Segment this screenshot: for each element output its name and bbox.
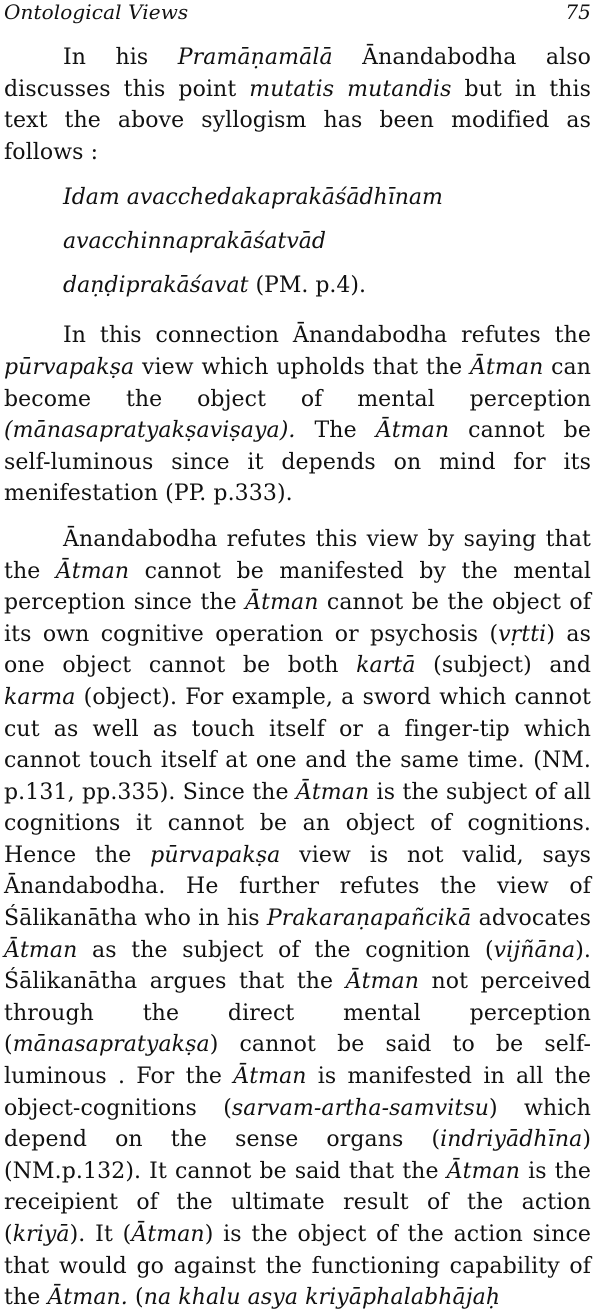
text-run: can become the object of mental perception — [4, 354, 591, 412]
italic-term: indriyādhīna — [440, 1127, 583, 1153]
text-run: ) cannot be said to be self-luminous . For the — [4, 1032, 591, 1090]
text-run: In his — [63, 45, 178, 70]
text-run: ) as one object cannot be both — [4, 621, 591, 679]
page-number: 75 — [565, 0, 591, 24]
text-run: ) is the object of the action since that would go against the functioning capability of the — [4, 1222, 591, 1311]
text-run: ( — [127, 1285, 144, 1311]
text-run: is the subject of all cognitions it cannot be an object of cognitions. Hence the — [4, 779, 591, 868]
italic-term: sarvam-artha-samvitsu — [231, 1095, 489, 1121]
italic-term: Ātman — [469, 354, 544, 380]
text-run: The — [295, 418, 376, 444]
italic-term: Ātman — [446, 1158, 521, 1184]
italic-term: mānasapratyakṣa — [12, 1032, 210, 1058]
text-run: is the receipient of the ultimate result of the action ( — [4, 1158, 591, 1247]
italic-term: Ātman — [55, 558, 130, 584]
italic-term: Ātman — [131, 1222, 205, 1247]
text-run: Ānandabodha also discusses this point — [4, 45, 591, 102]
italic-term: kartā — [356, 653, 416, 679]
text-run: view which upholds that the — [134, 354, 470, 380]
text-run: cannot be the object of its own cognitive operation or psychosis ( — [4, 590, 592, 647]
text-run: advocates — [471, 906, 591, 932]
italic-term: avacchinnaprakāśatvād — [63, 229, 327, 255]
text-run: cannot be manifested by the mental perception since the — [4, 558, 591, 616]
text-run: not perceived through the direct mental perception ( — [4, 969, 591, 1058]
italic-term: Idam avacchedakaprakāśādhīnam — [63, 185, 443, 211]
text-run: Ānandabodha refutes this view by saying that the — [4, 526, 591, 584]
text-run: ). It ( — [69, 1222, 132, 1247]
italic-term: Ātman — [233, 1064, 307, 1090]
italic-term: Ātman — [375, 418, 450, 444]
text-run: but in this text the above syllogism has been modified as follows : — [4, 76, 591, 165]
italic-term: Ātman — [345, 969, 420, 995]
italic-term: kriyā — [12, 1222, 70, 1247]
connection-paragraph — [4, 320, 591, 510]
text-run: cannot be self-luminous since it depends on mind for its menifestation (PP. p.333). — [4, 418, 591, 507]
chapter-title: Ontological Views — [4, 0, 189, 24]
text-run: view is not valid, says Ānandabodha. He further refutes the view of Śālikanātha who in his — [4, 842, 591, 932]
citation: (PM. p.4). — [248, 273, 366, 299]
syllogism-line-3 — [4, 264, 591, 308]
italic-term: Ātman — [4, 937, 78, 963]
italic-term: pūrvapakṣa — [4, 354, 135, 380]
italic-term: Prakaraṇapañcikā — [266, 906, 472, 932]
text-run: ) (NM.p.132). It cannot be said that the — [4, 1127, 591, 1184]
refutation-paragraph — [4, 524, 591, 1314]
syllogism-block — [4, 176, 591, 308]
italic-term: Ātman. — [47, 1285, 128, 1311]
text-run: ) which depend on the sense organs ( — [4, 1095, 591, 1153]
text-run: In this connection Ānandabodha refutes the — [63, 323, 591, 349]
text-run: ). Śālikanātha argues that the — [4, 937, 591, 995]
italic-term: karma — [4, 684, 76, 710]
intro-paragraph — [4, 42, 591, 168]
text-run: is manifested in all the object-cognitions ( — [4, 1064, 591, 1121]
running-header — [4, 0, 591, 30]
italic-term: Pramāṇamālā — [177, 45, 333, 70]
italic-term: mutatis mutandis — [249, 76, 452, 102]
italic-term: (mānasapratyakṣaviṣaya). — [4, 418, 296, 444]
italic-term: Ātman — [245, 590, 319, 616]
italic-term: na khalu asya kriyāphalabhājaḥ — [143, 1285, 501, 1311]
italic-term: vṛtti — [498, 621, 547, 647]
italic-term: pūrvapakṣa — [150, 842, 281, 868]
italic-term: daṇḍiprakāśavat — [63, 273, 249, 299]
text-run: (subject) and — [415, 653, 592, 679]
italic-term: vijñāna — [493, 937, 576, 963]
italic-term: Ātman — [295, 779, 370, 805]
text-run: as the subject of the cognition ( — [77, 937, 494, 963]
syllogism-line-2 — [4, 220, 591, 264]
text-run: (object). For example, a sword which cannot cut as well as touch itself or a finger-tip which cannot touch itself at one and the same time. (NM. p.131, pp.335). Since the — [4, 684, 591, 805]
syllogism-line-1 — [4, 176, 591, 220]
